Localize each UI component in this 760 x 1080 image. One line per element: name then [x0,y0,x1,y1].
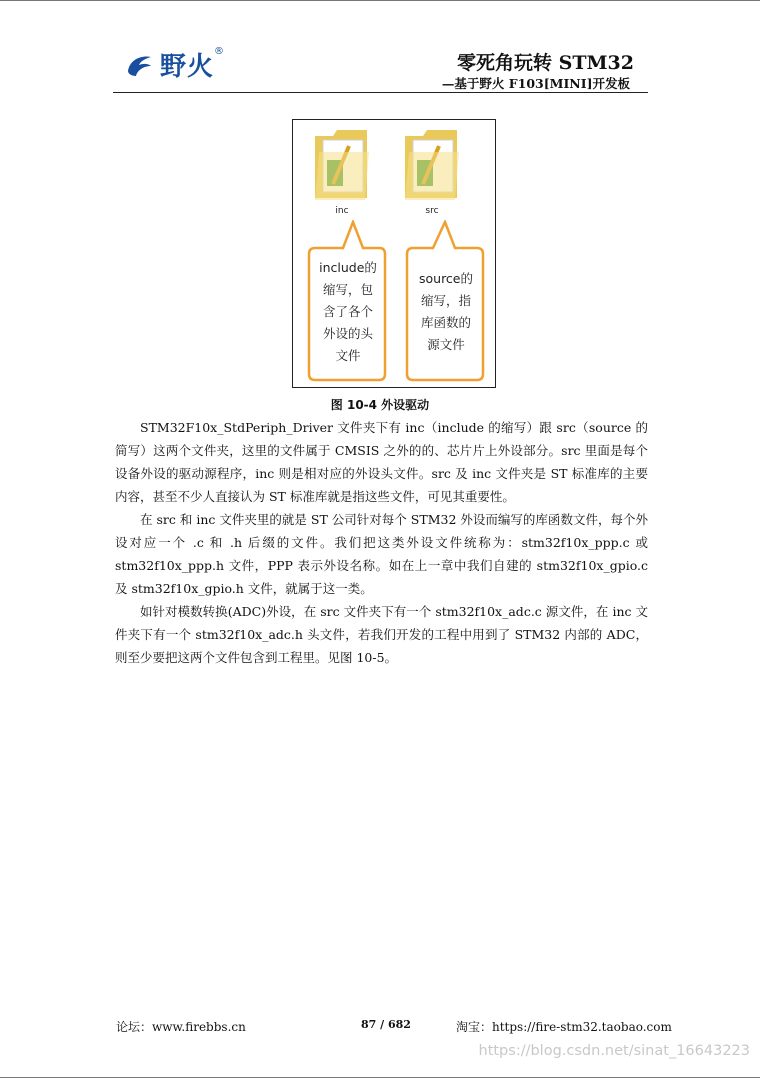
page-bottom-border [0,1077,760,1078]
flame-icon [124,49,154,79]
brand-logo [124,44,224,84]
page-top-border [0,0,760,1]
folder-icon [311,122,373,204]
page-number: 87 / 682 [361,1018,411,1031]
watermark: https://blog.csdn.net/sinat_16643223 [478,1043,750,1059]
book-title: 零死角玩转 STM32 [457,52,634,74]
header-divider [113,92,648,93]
folder-label-src: src [425,206,439,216]
paragraph-1: STM32F10x_StdPeriph_Driver 文件夹下有 inc（include 的缩写）跟 src（source 的简写）这两个文件夹，这里的文件属于 CMSIS 之外的的、芯片片上外设部分。src 里面是每个设备外设的驱动源程序，inc 则是相对应的外设头文件。src 及 inc 文件夹是 ST 标准库的主要内容，甚至不少人直接认为 ST 标准库就是指这些文件，可见其重要性。 [115,420,648,504]
callout-text-src: source的 缩写，指 库函数的 源文件 [418,271,473,352]
registered-mark: ® [214,46,225,57]
footer-shop-link[interactable]: 淘宝：https://fire-stm32.taobao.com [456,1020,672,1034]
paragraph-2: 在 src 和 inc 文件夹里的就是 ST 公司针对每个 STM32 外设而编写的库函数文件，每个外设对应一个 .c 和 .h 后缀的文件。我们把这类外设文件统称为：stm32f10x_ppp.c 或 stm32f10x_ppp.h 文件，PPP 表示外设名称。如在上一章中我们自建的 stm32f10x_gpio.c 及 stm32f10x_gpio.h 文件，就属于这一类。 [115,512,648,596]
folder-icon [401,122,463,204]
figure-caption: 图 10-4 外设驱动 [330,398,430,412]
callout-text-inc: include的 缩写，包 含了各个 外设的头 文件 [319,260,377,363]
footer-forum-link[interactable]: 论坛：www.firebbs.cn [116,1020,246,1034]
folder-label-inc: inc [335,206,349,216]
book-subtitle: —基于野火 F103[MINI]开发板 [441,76,630,91]
figure-10-4 [292,119,496,388]
logo-text: 野火 [160,51,215,82]
paragraph-3: 如针对模数转换(ADC)外设，在 src 文件夹下有一个 stm32f10x_adc.c 源文件，在 inc 文件夹下有一个 stm32f10x_adc.h 头文件，若我们开发的工程中用到了 STM32 内部的 ADC，则至少要把这两个文件包含到工程里。见图 10-5。 [115,604,648,665]
